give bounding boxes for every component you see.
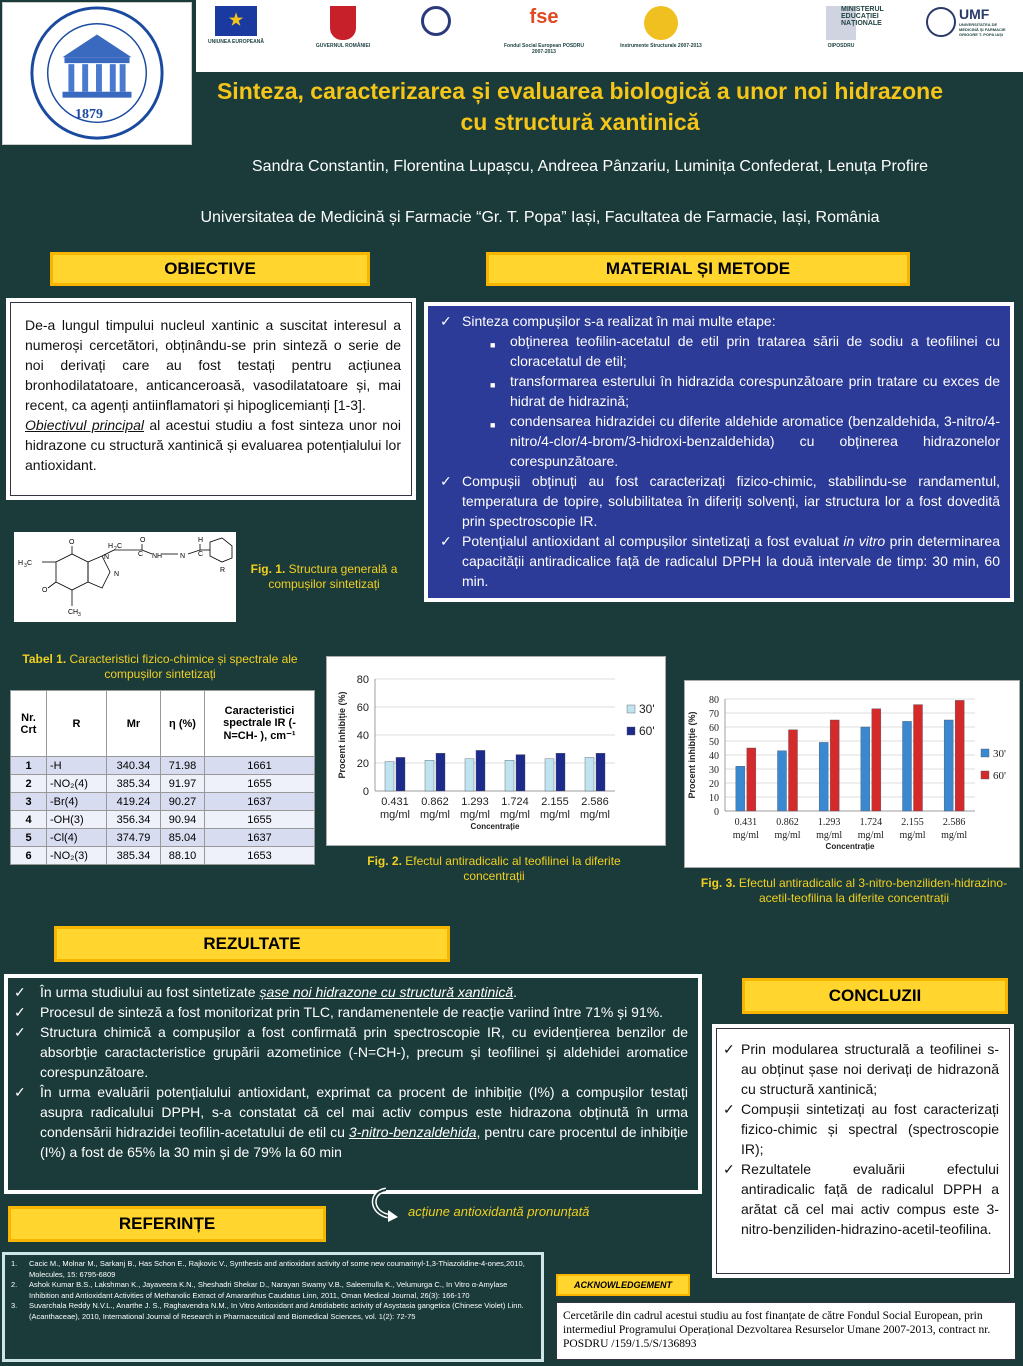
methods-item-3: ✓ Potențialul antioxidant al compușilor sintetizați a fost evaluat in vitro prin determinarea capacității antiradicalice față de radicalul DPPH la două intervale de timp: 30 min, 60 min. [440,533,1000,589]
svg-text:H: H [18,560,24,567]
y-axis-title: Procent inhibiție (%) [337,691,347,779]
y-tick-label: 80 [356,674,369,686]
x-tick-unit: mg/ml [816,830,843,841]
ack-header: ACKNOWLEDGEMENT [556,1274,690,1296]
bar [465,759,474,791]
svg-text:C: C [27,560,33,567]
bar [778,751,787,811]
methods-sub-3: ■ condensarea hidrazidei cu diferite aldehide aromatice (benzaldehida, 3-nitro/4-nitro/4-clor/4-brom/3-hidroxi-benzaldehida) cu obținerea hidrazonelor corespunzătoare. [490,413,1000,469]
fig3-caption: Fig. 3. Efectul antiradicalic al 3-nitro-benziliden-hidrazino-acetil-teofilina la diferite concentrații [700,876,1008,905]
legend-swatch [627,727,635,735]
svg-text:H: H [198,537,204,544]
gov-logo: GUVERNUL ROMÂNIEI [308,6,378,49]
x-tick-label: 0.862 [421,796,449,808]
bar [789,730,798,811]
table1-header: η (%) [161,691,205,757]
x-tick-label: 0.431 [734,817,758,828]
results-item-1: ✓ În urma studiului au fost sintetizate șase noi hidrazone cu structură xantinică. [14,984,518,1000]
seal-logo [418,6,454,39]
x-tick-unit: mg/ml [420,809,450,821]
table1-header: Nr. Crt [11,691,47,757]
legend-swatch [981,749,989,757]
svg-text:O: O [140,537,146,544]
x-tick-unit: mg/ml [941,830,968,841]
x-axis-title: Concentrație [825,842,875,851]
conclusions-header: CONCLUZII [742,978,1008,1014]
table1-caption: Tabel 1. Caracteristici fizico-chimice și spectrale ale compușilor sintetizați [22,652,298,681]
x-tick-unit: mg/ml [580,809,610,821]
bar [861,727,870,811]
x-tick-unit: mg/ml [774,830,801,841]
methods-item-2: ✓ Compușii obținuți au fost caracterizați fizico-chimic, stabilindu-se randamentul, temperatura de topire, solubilitatea în diferiți solvenți, iar structura lor a fost dovedită prin spectroscopie IR. [440,473,1000,529]
bar [505,760,514,791]
methods-sub-2: ■ transformarea esterului în hidrazida corespunzătoare prin tratare cu exces de hidrat de hidrazină; [490,373,1000,409]
y-tick-label: 60 [709,723,719,734]
svg-text:CH: CH [68,609,79,616]
objective-paragraph-1: De-a lungul timpului nucleul xantinic a suscitat interesul a numeroși cercetători, obținându-se prin sinteză o serie de noi derivați care au fost testați pentru acțiunea bronhodilatatoare, anticanceroasă, vasodilatatoare și, mai recent, ca agenți antiinflamatori și hipoglicemianți [1-3]. [25,317,401,413]
table-row: 4 -OH(3) 356.34 90.94 1655 [11,811,315,829]
funding-banner [196,0,1023,72]
x-tick-unit: mg/ml [899,830,926,841]
bar [516,755,525,791]
svg-text:3: 3 [24,563,27,569]
methods-item-1: ✓ Sinteza compușilor s-a realizat în mai multe etape: [440,313,776,329]
bar [819,742,828,811]
table-row: 3 -Br(4) 419.24 90.27 1637 [11,793,315,811]
table-row: 1 -H 340.34 71.98 1661 [11,757,315,775]
x-tick-unit: mg/ml [732,830,759,841]
x-tick-unit: mg/ml [500,809,530,821]
bar [476,750,485,791]
results-item-2: ✓ Procesul de sinteză a fost monitorizat prin TLC, randamenentele de reacție variind între 71% și 91%. [14,1004,664,1020]
logo-year: 1879 [75,107,103,122]
bar [903,721,912,811]
bar [736,766,745,811]
authors: Sandra Constantin, Florentina Lupașcu, Andreea Pânzariu, Luminița Confederat, Lenuța Profire [252,158,928,175]
x-tick-unit: mg/ml [857,830,884,841]
legend-label: 60' [993,770,1006,782]
bar [425,760,434,791]
x-tick-label: 2.155 [901,817,924,828]
results-header: REZULTATE [54,926,450,962]
y-tick-label: 20 [356,758,369,770]
structure-figure [14,532,236,622]
svg-text:R: R [220,567,226,574]
legend-label: 30' [639,702,655,716]
svg-text:O: O [69,539,75,546]
bar [545,759,554,791]
table-row: 2 -NO₂(4) 385.34 91.97 1655 [11,775,315,793]
legend-swatch [981,771,989,779]
svg-text:N: N [114,571,120,578]
references-box [2,1252,544,1362]
legend-label: 60' [639,724,655,738]
svg-text:C: C [138,551,144,558]
y-tick-label: 50 [709,737,719,748]
y-tick-label: 60 [356,702,369,714]
ministry-logo: MINISTERUL EDUCAȚIEI NAȚIONALE [841,6,884,27]
objective-box [6,298,416,500]
svg-text:N: N [180,553,186,560]
bar [556,753,565,791]
legend-label: 30' [993,748,1006,760]
y-tick-label: 80 [709,695,719,706]
methods-sub-1: ■ obținerea teofilin-acetatul de etil prin tratarea sării de sodiu a teofilinei cu cloracetatul de etil; [490,333,1000,369]
oiposdru-logo: OIPOSDRU [816,6,866,49]
affiliation: Universitatea de Medicină și Farmacie “Gr. T. Popa” Iași, Facultatea de Farmacie, Iași, România [200,209,880,226]
x-tick-label: 0.862 [776,817,799,828]
svg-text:O: O [42,587,48,594]
x-tick-unit: mg/ml [540,809,570,821]
fig3-chart [685,681,1021,869]
reference-item: 1. Cacic M., Molnar M., Sarkanj B., Has Schon E., Rajkovic V., Synthesis and antioxidant activity of some new coumarinyl-1,3-Thiazolidine-4-ones,2010, Molecules, 15: 6795-6809 [11,1259,525,1279]
fig2-chart-box [326,656,666,846]
bar [944,720,953,811]
y-tick-label: 40 [356,730,369,742]
table-row: 5 -Cl(4) 374.79 85.04 1637 [11,829,315,847]
conclusions-item-1: ✓ Prin modularea structurală a teofilinei s-au obținut șase noi derivați de hidrazonă cu structură xantinică; [723,1041,999,1097]
references-header: REFERINȚE [8,1206,326,1242]
svg-text:C: C [198,551,204,558]
antioxidant-note: acțiune antioxidantă pronunțată [408,1204,590,1219]
bar [830,720,839,811]
y-tick-label: 70 [709,709,719,720]
bar [914,705,923,811]
methods-header: MATERIAL ȘI METODE [486,252,910,286]
is-logo: Instrumente Structurale 2007-2013 [616,6,706,49]
conclusions-item-2: ✓ Compușii sintetizați au fost caracterizați fizico-chimic și spectral (spectroscopie IR); [723,1101,999,1157]
svg-text:NH: NH [152,553,163,560]
x-tick-unit: mg/ml [380,809,410,821]
table1-header: Mr [107,691,161,757]
umf-logo: UMF UNIVERSITATEA DE MEDICINĂ ȘI FARMACIE GRIGORE T. POPA IAȘI [926,6,1018,37]
x-tick-label: 1.293 [817,817,841,828]
poster-title: Sinteza, caracterizarea și evaluarea biologică a unor noi hidrazone cu structură xantinică [216,78,944,135]
x-axis-title: Concentrație [470,822,520,831]
table1-header: Caracteristici spectrale IR (-N=CH- ), cm⁻¹ [205,691,315,757]
table1 [10,690,315,865]
bar [396,757,405,791]
fig3-chart-box [684,680,1020,868]
svg-text:C: C [117,543,123,550]
results-item-3: ✓ Structura chimică a compușilor a fost confirmată prin spectroscopie IR, cu evidențierea benzilor de absorbție caractacteristice grupării azometinice (-N=CH-), precum și teofilinei și aldehidei aromatice corespunzătoare. [14,1024,688,1080]
svg-text:H: H [108,543,114,550]
bar [596,753,605,791]
bar [436,753,445,791]
x-tick-label: 2.586 [581,796,609,808]
results-item-4: ✓ În urma evaluării potențialului antioxidant, exprimat ca procent de inhibiție (I%) a compușilor testați asupra radicalului DPPH, s-a constatat că cel mai activ compus este hidrazona obținută în urma condensării hidrazidei teofilin-acetatului de etil cu 3-nitro-benzaldehida, pentru care procentul de inhibiție (I%) a fost de 65% la 30 min și de 79% la 60 min [14,1084,688,1160]
university-logo [2,2,192,145]
conclusions-item-3: ✓ Rezultatele evaluării efectului antiradicalic față de radicalul DPPH a arătat că cel mai activ compus este 3-nitro-benziliden-hidrazino-acetil-teofilina. [723,1161,999,1237]
bar [747,748,756,811]
results-box [4,974,702,1194]
objective-paragraph-2: Obiectivul principal al acestui studiu a fost sinteza unor noi hidrazone cu structură xantinică și evaluarea potențialului lor antioxidant. [25,417,401,473]
y-tick-label: 0 [714,807,719,818]
eu-logo: ★ UNIUNEA EUROPEANĂ [206,6,266,45]
bar [872,709,881,811]
y-tick-label: 10 [709,793,719,804]
x-tick-unit: mg/ml [460,809,490,821]
x-tick-label: 1.724 [859,817,883,828]
x-tick-label: 2.586 [942,817,966,828]
reference-item: 3. Suvarchala Reddy N.V.L., Anarthe J. S., Raghavendra N.M., In Vitro Antioxidant and Antidiabetic activity of Asystasia gangetica (Chinese Violet) Linn. (Acanthaceae), 2010, International Journal of Research in Pharmaceutical and Biomedical Sciences, vol. 1(2): 72-75 [11,1301,524,1321]
y-tick-label: 0 [362,786,369,798]
fig2-caption: Fig. 2. Efectul antiradicalic al teofilinei la diferite concentrații [367,854,621,883]
y-tick-label: 30 [709,765,719,776]
svg-text:2: 2 [114,546,117,552]
table-row: 6 -NO₂(3) 385.34 88.10 1653 [11,847,315,865]
svg-text:3: 3 [78,612,81,618]
fig1-caption: Fig. 1. Structura generală a compușilor sintetizați [250,562,398,591]
methods-box [424,302,1014,602]
fig2-chart [327,657,667,847]
ack-box: Cercetările din cadrul acestui studiu au fost finanțate de către Fondul Social European, prin intermediul Programului Operațional Dezvoltarea Resurselor Umane 2007-2013, contract nr. POSDRU /159/1.5/S/136893 [556,1302,1016,1360]
fse-logo: fse Fondul Social European POSDRU 2007-2013 [504,6,585,55]
x-tick-label: 1.724 [501,796,529,808]
bar [955,700,964,811]
y-tick-label: 40 [709,751,719,762]
table1-header: R [47,691,107,757]
conclusions-box [712,1024,1014,1278]
reference-item: 2. Ashok Kumar B.S., Lakshman K., Jayaveera K.N., Sheshadri Shekar D., Narayan Swamy V.B., Saleemulla K., Velumurga C., In Vitro α-Amylase Inhibition and Antioxidant Activities of Methanolic Extract of Amaranthus Caudatus Linn, 2011, Oman Medical Journal, 26(3): 166-170 [11,1280,508,1300]
bar [385,762,394,791]
x-tick-label: 0.431 [381,796,409,808]
x-tick-label: 2.155 [541,796,569,808]
y-axis-title: Procent inhibiție (%) [687,711,697,799]
bar [585,757,594,791]
x-tick-label: 1.293 [461,796,489,808]
svg-text:N: N [104,554,110,561]
y-tick-label: 20 [709,779,719,790]
legend-swatch [627,705,635,713]
curved-arrow-icon [364,1186,404,1222]
objective-header: OBIECTIVE [50,252,370,286]
